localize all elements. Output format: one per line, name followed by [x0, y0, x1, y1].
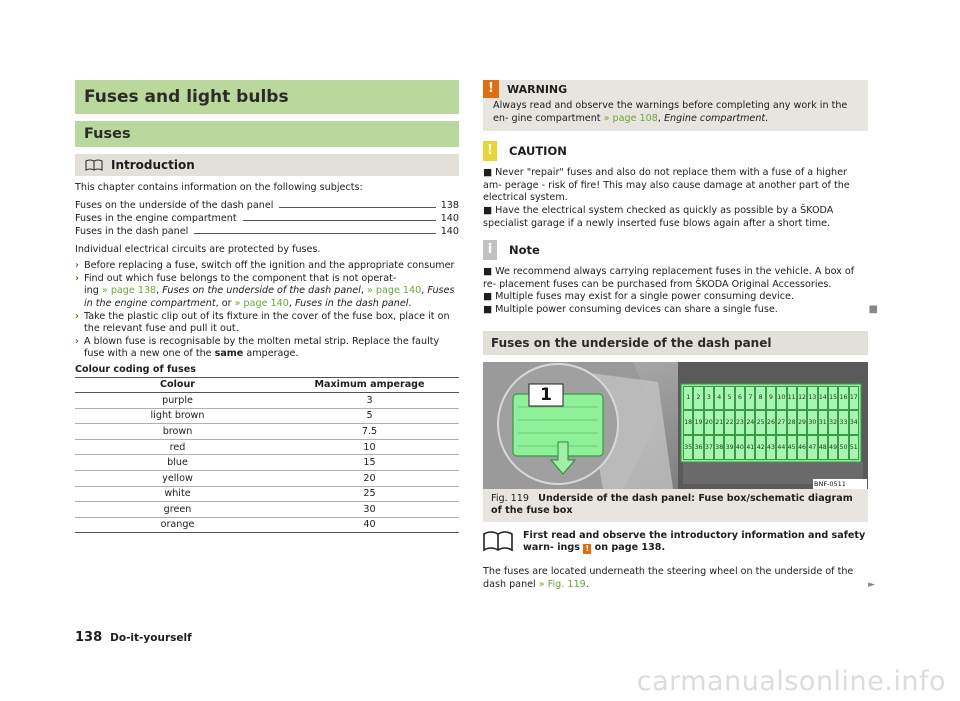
colour-cell: green	[75, 502, 280, 518]
step-text-part: Find out which fuse belongs to the component that is not operat-	[84, 272, 397, 284]
footer-section: Do-it-yourself	[110, 632, 192, 644]
section-title: Fuses	[75, 121, 459, 147]
list-item: ■ Multiple fuses may exist for a single power consuming device.	[483, 291, 794, 303]
colour-cell: brown	[75, 424, 280, 440]
fuse-slot: 17	[849, 386, 859, 411]
fuse-slot: 8	[755, 386, 765, 411]
book-icon	[483, 530, 513, 552]
step-text-part: ing	[84, 285, 99, 297]
intro-text: This chapter contains information on the following subjects:	[75, 182, 363, 193]
step-text-part: ,	[421, 285, 425, 297]
step-text: Take the plastic clip out of its fixture in the cover of the fuse box, place it on the relevant fuse and pull it out.	[84, 310, 450, 335]
step-text-part: amperage.	[246, 348, 299, 360]
toc-leader	[279, 207, 435, 208]
fuse-slot: 28	[787, 410, 797, 435]
fuse-slot: 11	[787, 386, 797, 411]
page-number: 138	[75, 630, 103, 645]
fuse-slot: 36	[693, 435, 703, 460]
note-header	[483, 240, 868, 260]
amperage-cell: 30	[280, 502, 459, 518]
intro-heading	[75, 154, 459, 176]
toc-item[interactable]	[75, 212, 459, 225]
link-title: in the engine compartment	[84, 297, 216, 309]
fuse-slot: 10	[776, 386, 786, 411]
fuse-slot: 19	[693, 410, 703, 435]
fuse-slot: 39	[724, 435, 734, 460]
fuse-slot: 7	[745, 386, 755, 411]
table-row	[75, 424, 459, 440]
first-read-text-part: First read and observe the introductory information and safety warn- ings	[523, 529, 866, 554]
continue-arrow-icon: ►	[868, 579, 875, 590]
fuse-slot: 14	[818, 386, 828, 411]
step-text-part: , or	[215, 297, 232, 309]
caution-icon: !	[483, 141, 497, 161]
location-text	[483, 565, 875, 591]
intro-heading-text: Introduction	[111, 158, 195, 172]
column-header-colour: Colour	[75, 377, 280, 392]
colour-cell: yellow	[75, 470, 280, 486]
fuse-slot: 37	[704, 435, 714, 460]
list-item	[483, 303, 878, 317]
figure-link[interactable]: » Fig. 119	[538, 578, 586, 590]
step-text-part: A blown fuse is recognisable by the molten metal strip. Replace the faulty fuse with a new one of the	[84, 335, 440, 360]
figure-caption	[483, 489, 868, 522]
fuse-number-grid	[683, 386, 859, 460]
step-item	[75, 260, 459, 273]
fuse-slot: 20	[704, 410, 714, 435]
step-item	[75, 311, 459, 336]
toc-item-page: 140	[440, 225, 459, 237]
fuse-slot: 3	[704, 386, 714, 411]
list-item: ■ We recommend always carrying replacement fuses in the vehicle. A box of re- placement fuses can be purchased from ŠKODA Original Accessories.	[483, 266, 855, 290]
figure-callout-number: 1	[540, 384, 552, 405]
amperage-cell: 40	[280, 517, 459, 533]
info-icon: i	[483, 240, 497, 260]
step-list	[75, 260, 459, 361]
toc-item-page: 138	[440, 199, 459, 211]
fuse-slot: 26	[766, 410, 776, 435]
fuse-slot: 51	[849, 435, 859, 460]
toc-leader	[243, 220, 436, 221]
warning-header	[488, 80, 858, 98]
colour-cell: purple	[75, 392, 280, 408]
fuse-slot: 40	[735, 435, 745, 460]
link-title: Fuses in the dash panel	[294, 297, 409, 309]
fuse-slot: 12	[797, 386, 807, 411]
right-column	[483, 80, 878, 591]
watermark: carmanualsonline.info	[636, 666, 946, 697]
first-read-text	[523, 530, 868, 555]
fuse-slot: 6	[735, 386, 745, 411]
fuse-slot: 42	[755, 435, 765, 460]
first-read-notice	[483, 530, 868, 555]
fuse-slot: 33	[838, 410, 848, 435]
toc-item-page: 140	[440, 212, 459, 224]
step-text-part: ,	[156, 285, 160, 297]
amperage-cell: 25	[280, 486, 459, 502]
warning-text-part: .	[765, 112, 769, 124]
link-title: Fuses on the underside of the dash panel	[162, 285, 361, 297]
fuse-slot: 38	[714, 435, 724, 460]
fuse-slot: 32	[828, 410, 838, 435]
fuse-slot: 23	[735, 410, 745, 435]
warning-icon: !	[583, 544, 591, 554]
warning-title: WARNING	[507, 82, 568, 96]
fuse-slot: 27	[776, 410, 786, 435]
list-item: ■ Have the electrical system checked as quickly as possible by a ŠKODA specialist garage if a newly inserted fuse blows again after a short time.	[483, 204, 834, 229]
warning-text	[493, 100, 858, 125]
location-text-part: The fuses are located underneath the steering wheel on the underside of the dash panel	[483, 565, 854, 590]
caution-list	[483, 167, 868, 230]
warning-text-part: Always read and observe the warnings before completing any work in the en- gine compartment	[493, 100, 848, 124]
fuse-slot: 45	[787, 435, 797, 460]
fuse-slot: 5	[724, 386, 734, 411]
caution-header	[483, 141, 868, 161]
amperage-cell: 10	[280, 439, 459, 455]
table-row	[75, 470, 459, 486]
column-header-amperage: Maximum amperage	[280, 377, 459, 392]
toc-item[interactable]	[75, 225, 459, 238]
amperage-cell: 7.5	[280, 424, 459, 440]
fuse-slot: 18	[683, 410, 693, 435]
step-text-part: ,	[360, 285, 364, 297]
colour-cell: light brown	[75, 408, 280, 424]
fuse-slot: 44	[776, 435, 786, 460]
fuse-slot: 4	[714, 386, 724, 411]
table-row	[75, 502, 459, 518]
figure-label: Fig. 119	[491, 492, 529, 504]
fuse-slot: 13	[807, 386, 817, 411]
fuse-slot: 34	[849, 410, 859, 435]
page-footer	[75, 630, 192, 645]
amperage-cell: 20	[280, 470, 459, 486]
table-row	[75, 455, 459, 471]
colour-cell: orange	[75, 517, 280, 533]
toc-item-label: Fuses in the dash panel	[75, 225, 189, 237]
table-row	[75, 408, 459, 424]
figure-code: BNF-0511	[814, 479, 846, 488]
colour-cell: blue	[75, 455, 280, 471]
fuse-slot: 29	[797, 410, 807, 435]
fuse-slot: 25	[755, 410, 765, 435]
list-item-text: ■ Multiple power consuming devices can share a single fuse.	[483, 303, 778, 315]
fuse-slot: 9	[766, 386, 776, 411]
step-text: Before replacing a fuse, switch off the ignition and the appropriate consumer	[84, 260, 455, 272]
first-read-text-part: on page 138.	[594, 542, 666, 554]
fuse-slot: 1	[683, 386, 693, 411]
note-title: Note	[509, 243, 540, 258]
colour-cell: red	[75, 439, 280, 455]
warning-text-part: ,	[657, 112, 661, 124]
amperage-cell: 3	[280, 392, 459, 408]
section-heading: Fuses on the underside of the dash panel	[483, 331, 868, 355]
page-link[interactable]: » page 140	[234, 297, 289, 309]
fuse-slot: 22	[724, 410, 734, 435]
fuse-slot: 35	[683, 435, 693, 460]
amperage-cell: 15	[280, 455, 459, 471]
warning-box	[483, 80, 868, 131]
toc-item-label: Fuses in the engine compartment	[75, 212, 237, 224]
step-arrow-icon: ›	[75, 335, 79, 347]
fuse-slot: 31	[818, 410, 828, 435]
fuse-colour-table	[75, 377, 459, 533]
step-item	[75, 336, 459, 361]
warning-icon: !	[483, 80, 499, 98]
fuse-slot: 2	[693, 386, 703, 411]
table-header-row	[75, 377, 459, 392]
step-text	[84, 336, 459, 361]
figure-caption-text: Underside of the dash panel: Fuse box/schematic diagram of the fuse box	[491, 492, 853, 517]
page-link[interactable]: » page 138	[101, 285, 157, 297]
amperage-cell: 5	[280, 408, 459, 424]
fuse-slot: 49	[828, 435, 838, 460]
table-row	[75, 392, 459, 408]
table-title: Colour coding of fuses	[75, 363, 196, 375]
page-link[interactable]: » page 140	[366, 285, 422, 297]
step-arrow-icon: ›	[75, 272, 79, 284]
fuse-slot: 46	[797, 435, 807, 460]
fuse-slot: 50	[838, 435, 848, 460]
fuse-slot: 15	[828, 386, 838, 411]
table-row	[75, 439, 459, 455]
fuse-slot: 30	[807, 410, 817, 435]
location-text-part: .	[585, 578, 589, 590]
table-of-contents	[75, 199, 459, 238]
step-text-part: .	[408, 297, 412, 309]
table-row	[75, 486, 459, 502]
step-text-part: ,	[288, 297, 292, 309]
step-item	[75, 273, 459, 311]
table-row	[75, 517, 459, 533]
note-list	[483, 266, 878, 316]
book-icon	[85, 159, 103, 171]
fuse-slot: 24	[745, 410, 755, 435]
link-title: Engine compartment	[663, 112, 766, 124]
fuse-slot: 47	[807, 435, 817, 460]
caution-title: CAUTION	[509, 144, 567, 159]
left-column	[75, 80, 459, 533]
list-item: ■ Never "repair" fuses and also do not replace them with a fuse of a higher am- perage - risk of fire! This may also cause damage at another part of the electrical system.	[483, 167, 850, 204]
toc-leader	[194, 233, 435, 234]
chapter-title: Fuses and light bulbs	[75, 80, 459, 114]
fuse-slot: 21	[714, 410, 724, 435]
fuse-slot: 48	[818, 435, 828, 460]
fuse-slot: 43	[766, 435, 776, 460]
page-link[interactable]: » page 108	[603, 112, 658, 124]
step-arrow-icon: ›	[75, 310, 79, 322]
colour-cell: white	[75, 486, 280, 502]
fuse-slot: 16	[838, 386, 848, 411]
end-of-section-icon: ■	[868, 303, 878, 315]
link-title: Fuses	[427, 285, 455, 297]
step-arrow-icon: ›	[75, 260, 79, 272]
fuse-slot: 41	[745, 435, 755, 460]
protected-text: Individual electrical circuits are protected by fuses.	[75, 243, 321, 255]
toc-item[interactable]	[75, 199, 459, 212]
fuse-box-figure	[483, 362, 868, 489]
toc-item-label: Fuses on the underside of the dash panel	[75, 199, 274, 211]
step-text-bold: same	[214, 348, 244, 360]
step-text	[84, 273, 454, 311]
